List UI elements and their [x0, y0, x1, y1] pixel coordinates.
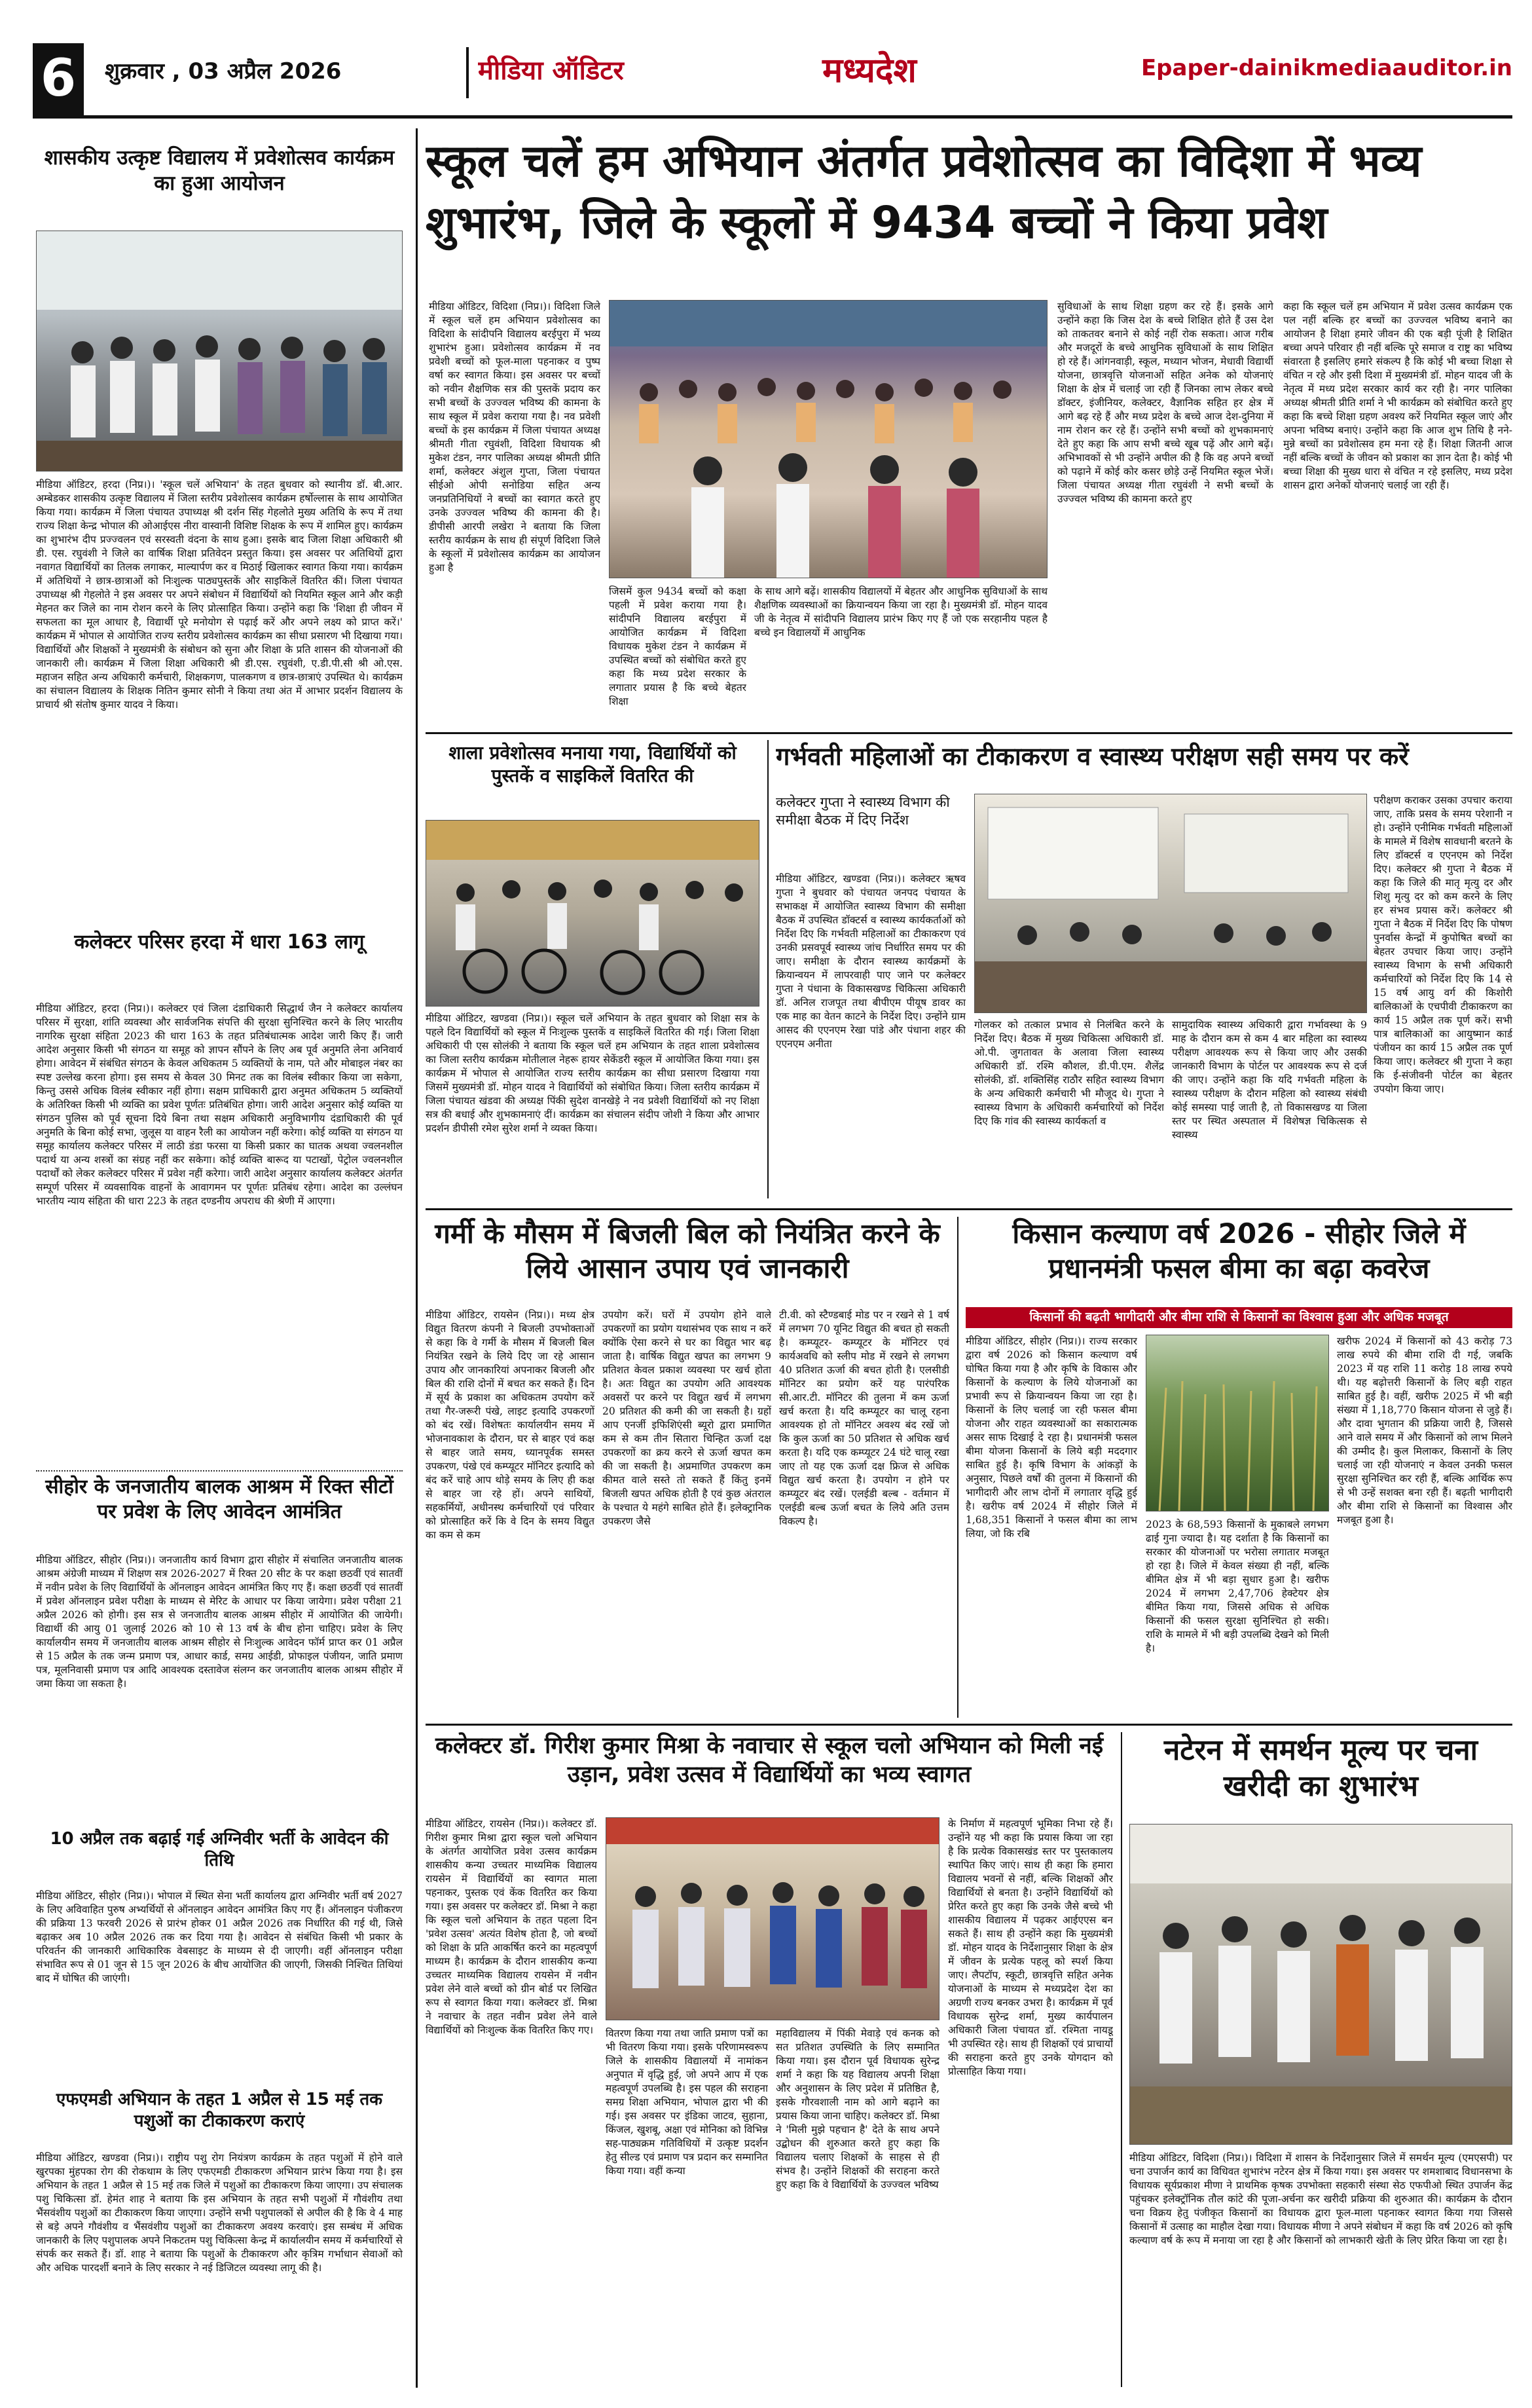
page-number: 6 — [33, 43, 84, 115]
lead-body-col4: सुविधाओं के साथ शिक्षा ग्रहण कर रहे हैं। इसके आगे उन्होंने कहा कि जिस देश के बच्चे शिक्षित होते हैं उस देश को ताकतवर बनाने से कोई नहीं रोक सकता। आज गरीब और मजदूरों के बच्चे आधुनिक सुविधाओं के साथ शिक्षित हो रहे हैं। आंगनवाड़ी, स्कूल, मध्यान भोजन, मेधावी विद्यार्थी योजना, छात्रवृत्ति योजनाओं सहित अनेक को योजनाएं शिक्षा के क्षेत्र में चलाई जा रही हैं जिनका लाभ लेकर बच्चे डॉक्टर, इंजीनियर, कलेक्टर, वैज्ञानिक सहित हर क्षेत्र में आगे बढ़ रहे हैं और मध्य प्रदेश के बच्चे आज देश-दुनिया में नाम रोशन कर रहे हैं। उन्होंने सभी बच्चों को शुभकामनाएं देते हुए कहा कि आप सभी बच्चे खूब पढ़ें और आगे बढ़ें। अभिभावकों से भी उन्होंने अपील की है कि वह अपने बच्चों को पढ़ाने में कोई कोर कसर छोड़े उन्हें नियमित स्कूल भेजें। जिला पंचायत अध्यक्ष गीता रघुवंशी ने सभी बच्चों के उज्ज्वल भविष्य की कामना करते हुए — [1057, 301, 1273, 505]
nawachar-body-col2: वितरण किया गया तथा जाति प्रमाण पत्रों का भी वितरण किया गया। इसके परिणामस्वरूप जिले के शासकीय विद्यालयों में नामांकन अनुपात में वृद्धि हुई, जो अपने आप में एक महत्वपूर्ण उपलब्धि है। इस पहल की सराहना समग्र शिक्षा अभियान, भोपाल द्वारा भी की गई। इस अवसर पर इंडिका जाटव, सुहाना, किंजल, खुशबू, अक्षा एवं मोनिका को विभिन्न सह-पाठ्यक्रम गतिविधियों में उत्कृष्ट प्रदर्शन हेतु सील्ड एवं प्रमाण पत्र प्रदान कर सम्मानित किया गया। वहीं कन्या — [606, 2028, 768, 2177]
nawachar-column-rule — [1121, 1732, 1122, 2387]
article-sehore-ashram-body: मीडिया ऑडिटर, सीहोर (निप्र।)। जनजातीय कार्य विभाग द्वारा सीहोर में संचालित जनजातीय बालक आश्रम अंग्रेजी माध्यम में शिक्षण सत्र 2026-2027 में रिक्त 20 सीट के पर कक्षा छठवीं एवं सातवीं में नवीन प्रवेश के लिए विद्यार्थियों के ऑनलाइन आवेदन आमंत्रित किए गए हैं। कक्षा छठवीं एवं सातवीं में प्रवेश ऑनलाइन प्रवेश परीक्षा के माध्यम से मेरिट के आधार पर किया जायेगा। प्रवेश परीक्षा 21 अप्रैल 2026 को होगी। इस सत्र से जनजातीय बालक आश्रम सीहोर में आयोजित की जायेगी। विद्यार्थी की आयु 01 जुलाई 2026 को 10 से 13 वर्ष के बीच होना चाहिए। प्रवेश के लिए कार्यालयीन समय में जनजातीय बालक आश्रम सीहोर से निःशुल्क आवेदन फॉर्म प्राप्त कर 01 अप्रैल से 15 अप्रैल के तक जन्म प्रमाण पत्र, आधार कार्ड, समग्र आईडी, प्रोफाइल पंजीयन, जाति प्रमाण पत्र, मूलनिवासी प्रमाण पत्र आदि आवश्यक दस्तावेज संलग्न कर जनजातीय बालक आश्रम सीहोर में जमा किया जा सकता है। — [36, 1554, 403, 1690]
column-divider — [36, 1470, 403, 1472]
masthead-divider — [466, 47, 469, 98]
lead-body-col5: कहा कि स्कूल चलें हम अभियान में प्रवेश उत्सव कार्यक्रम एक पल नहीं बल्कि हर बच्चों का उज्ज्वल भविष्य बनाने का आयोजन है शिक्षा हमारे जीवन की एक बड़ी पूंजी है शिक्षित बच्चा अपने परिवार ही नहीं बल्कि पूरे समाज व राष्ट्र का भविष्य संवारता है इसलिए हमारे संकल्प है कि कोई भी बच्चा शिक्षा से वंचित न रहे और इसी दिशा में मुख्यमंत्री डॉ. मोहन यादव जी के नेतृत्व में मध्य प्रदेश सरकार कार्य कर रही है। नगर पालिका अध्यक्ष श्रीमती प्रीति शर्मा ने भी कार्यक्रम को संबोधित करते हुए कहा कि बच्चे शिक्षा ग्रहण अवश्य करें नियमित स्कूल जाएं और अपना भविष्य बनाएं। उन्होंने कहा कि आज शुभ तिथि है नने-मुन्ने बच्चों का प्रवेशोत्सव हम मना रहे हैं। शिक्षा जितनी आज नहीं बल्कि बच्चों के जीवन को प्रकाश का ज्ञान देता है। कोई भी बच्चा शिक्षा की मुख्य धारा से वंचित न रहे इसलिए, मध्य प्रदेश शासन द्वारा अनेकों योजनाएं चलाई जा रही हैं। — [1283, 301, 1512, 491]
kisan-banner: किसानों की बढ़ती भागीदारी और बीमा राशि से किसानों का विश्वास हुआ और अधिक मजबूत — [966, 1307, 1512, 1328]
photo-hardah-ceremony — [36, 231, 403, 472]
section-rule-1 — [426, 732, 1512, 734]
headline-hardah-school: शासकीय उत्कृष्ट विद्यालय में प्रवेशोत्सव कार्यक्रम का हुआ आयोजन — [44, 146, 395, 195]
photo-vidisha-praveshotsav — [609, 300, 1048, 578]
garbhvati-body-col1: मीडिया ऑडिटर, खण्डवा (निप्र।)। कलेक्टर ऋषव गुप्ता ने बुधवार को पंचायत जनपद पंचायत के सभाकक्ष में आयोजित स्वास्थ्य विभाग की समीक्षा बैठक में उपस्थित डॉक्टर्स व स्वास्थ्य कार्यकर्ताओं को निर्देश दिए कि गर्भवती महिलाओं का टीकाकरण एवं उनकी प्रसवपूर्व स्वास्थ्य जांच निर्धारित समय पर की जाए। समीक्षा के दौरान स्वास्थ्य कार्यक्रमों के क्रियान्वयन में लापरवाही पाए जाने पर कलेक्टर गुप्ता ने पंधाना के विकासखण्ड चिकित्सा अधिकारी डॉ. अनिल राजपूत तथा बीपीएम पीयूष डावर का एक माह का वेतन काटने के निर्देश दिए। उन्होंने ग्राम आसद की एएनएम रेखा पांडे और पंधाना शहर की एएनएम अनीता — [776, 873, 966, 1050]
headline-fmd-vaccination: एफएमडी अभियान के तहत 1 अप्रैल से 15 मई तक पशुओं का टीकाकरण कराएं — [56, 2090, 383, 2131]
headline-nateran-chana: नटेरन में समर्थन मूल्य पर चना खरीदी का शुभारंभ — [1163, 1733, 1478, 1803]
photo-icon — [37, 231, 403, 472]
article-shala-body: मीडिया ऑडिटर, खण्डवा (निप्र।)। स्कूल चलें अभियान के तहत बुधवार को शिक्षा सत्र के पहले दिन विद्यार्थियों को स्कूल में निःशुल्क पुस्तकें व साइकिलें वितरित की गई। जिला शिक्षा अधिकारी पी एस सोलंकी ने बताया कि स्कूल चलें हम अभियान के तहत शाला प्रवेशोत्सव का जिला स्तरीय कार्यक्रम मोतीलाल नेहरू हायर सेकेंडरी स्कूल में आयोजित किया गया। इस कार्यक्रम में भोपाल से आयोजित राज्य स्तरीय कार्यक्रम का सीधा प्रसारण दिखाया गया जिसमें मुख्यमंत्री डॉ. मोहन यादव ने विद्यार्थियों को संबोधित किया। जिला स्तरीय कार्यक्रम में जिला पंचायत खंडवा की अध्यक्ष पिंकी सुदेश वानखेड़े ने नव प्रवेशी विद्यार्थियों को नए शिक्षा सत्र की बधाई और शुभकामनाएं दीं। कार्यक्रम का संचालन संदीप जोशी ने किया और आभार प्रदर्शन डीपीसी रमेश सुरेश शर्मा ने व्यक्त किया। — [426, 1012, 759, 1134]
headline-garbhvati: गर्भवती महिलाओं का टीकाकरण व स्वास्थ्य परीक्षण सही समय पर करें — [776, 742, 1409, 771]
lead-body-col1: मीडिया ऑडिटर, विदिशा (निप्र।)। विदिशा जिले में स्कूल चलें हम अभियान प्रवेशोत्सव का विदिशा के सांदीपनि विद्यालय बरईपुरा में भव्य शुभारंभ हुआ। प्रवेशोत्सव कार्यक्रम में नव प्रवेशी बच्चों को फूल-माला पहनाकर व पुष्प वर्षा कर स्वागत किया। इस अवसर पर बच्चों को नवीन शैक्षणिक सत्र की पुस्तकें प्रदाय कर सभी बच्चों के उज्ज्वल भविष्य की कामना के साथ स्कूल में प्रवेश कराया गया है। नव प्रवेशी बच्चों के इस कार्यक्रम में जिला पंचायत अध्यक्ष श्रीमती गीता रघुवंशी, विदिशा विधायक श्री मुकेश टंडन, नगर पालिका अध्यक्ष श्रीमती प्रीति शर्मा, कलेक्टर अंशुल गुप्ता, जिला पंचायत सीईओ ओपी सनोडिया सहित अन्य जनप्रतिनिधियों ने बच्चों का स्वागत करते हुए उनके उज्ज्वल भविष्य की कामना की है। डीपीसी आरपी लखेरा ने बताया कि जिला स्तरीय कार्यक्रम के साथ ही संपूर्ण विदिशा जिले के स्कूलों में प्रवेशोत्सव कार्यक्रम का आयोजन हुआ है — [429, 301, 600, 574]
kisan-body-col2: 2023 के 68,593 किसानों के मुकाबले लगभग ढाई गुना ज्यादा है। यह दर्शाता है कि किसानों का सरकार की योजनाओं पर भरोसा लगातार मजबूत हो रहा है। जिले में केवल संख्या ही नहीं, बल्कि बीमित क्षेत्र में भी बड़ा सुधार हुआ है। खरीफ 2024 में लगभग 2,47,706 हेक्टेयर क्षेत्र बीमित किया गया, जिससे अधिक से अधिक किसानों की फसल सुरक्षा सुनिश्चित हो सकी। राशि के मामले में भी बड़ी उपलब्धि देखने को मिली है। — [1146, 1519, 1329, 1654]
epaper-link[interactable]: Epaper-dainikmediaauditor.in — [1140, 55, 1512, 81]
garbhvati-body-col3: सामुदायिक स्वास्थ्य अधिकारी द्वारा गर्भावस्था के 9 माह के दौरान कम से कम 4 बार महिला का स्वास्थ्य परीक्षण आवश्यक रूप से किया जाए और उसकी जानकारी विभाग के पोर्टल पर आवश्यक रूप से दर्ज की जाए। उन्होंने कहा कि यदि गर्भवती महिला के स्वास्थ्य परीक्षण के दौरान महिला को स्वास्थ्य संबंधी कोई समस्या पाई जाती है, तो विकासखण्ड या जिला स्तर पर स्थित अस्पताल में विशेषज्ञ चिकित्सक से स्वास्थ्य — [1172, 1019, 1367, 1141]
shala-column-rule — [767, 740, 769, 1198]
kisan-body-col3: खरीफ 2024 में किसानों को 43 करोड़ 73 लाख रुपये की बीमा राशि दी गई, जबकि 2023 में यह राशि 11 करोड़ 18 लाख रुपये थी। यह बढ़ोत्तरी किसानों के लिए बड़ी राहत साबित हुई है। वहीं, खरीफ 2025 में भी बड़ी संख्या में 1,18,770 किसान योजना से जुड़े हैं। और दावा भुगतान की प्रक्रिया जारी है, जिससे आने वाले समय में और किसानों को लाभ मिलने की उम्मीद है। कुल मिलाकर, किसानों के लिए चलाई जा रही योजनाएं न केवल उनकी फसल सुरक्षा सुनिश्चित कर रही हैं, बल्कि आर्थिक रूप से भी उन्हें सशक्त बना रही हैं। बढ़ती भागीदारी और बीमा राशि से किसानों का विश्वास और मजबूत हुआ है। — [1337, 1335, 1512, 1526]
photo-icon — [610, 301, 1048, 578]
section-rule-2 — [426, 1208, 1512, 1210]
garmi-body-col2: उपयोग करें। घरों में उपयोग होने वाले उपकरणों का प्रयोग यथासंभव एक साथ न करें क्योंकि ऐसा करने से घर का विद्युत भार बढ़ जाता है। वार्षिक विद्युत खपत का लगभग 9 प्रतिशत केवल प्रकाश व्यवस्था पर खर्च होता है। अतः विद्युत का उपयोग अति आवश्यक अवसरों पर करने पर विद्युत खर्च में लगभग 20 प्रतिशत की कमी की जा सकती है। ग्रहों आप एनर्जी इफिशिएंसी ब्यूरो द्वारा प्रमाणित कम से कम तीन सितारा चिन्हित ऊर्जा दक्ष उपकरणों का क्रय करने से ऊर्जा खपत कम की जा सकती है। अप्रमाणित उपकरण कम कीमत वाले सस्ते तो सकते हैं किंतु इनमें बिजली खपत अधिक होती है एवं कुछ अंतराल के पश्चात ये महंगे साबित होते हैं। इलेक्ट्रानिक उपकरण जैसे — [602, 1309, 771, 1527]
garmi-body-col3: टी.वी. को स्टैण्डबाई मोड पर न रखने से 1 वर्ष में लगभग 70 यूनिट विद्युत की बचत हो सकती है। कम्प्यूटर- कम्प्यूटर के मॉनिटर एवं कार्यअवधि को स्लीप मोड में रखने से लगभग 40 प्रतिशत ऊर्जा की बचत होती है। एलसीडी मॉनिटर का प्रयोग करें यह पारंपरिक सी.आर.टी. मॉनिटर की तुलना में कम ऊर्जा खर्च करता है। यदि कम्प्यूटर का चालू रहना आवश्यक हो तो मॉनिटर अवश्य बंद रखें जो कि कुल ऊर्जा का 50 प्रतिशत से अधिक खर्च करता है। यदि एक कम्प्यूटर 24 घंटे चालू रखा जाए तो यह एक ऊर्जा दक्ष फ्रिज से अधिक विद्युत खर्च करता है। उपयोग न होने पर कम्प्यूटर बंद रखें। एलईडी बल्ब - वर्तमान में एलईडी बल्ब ऊर्जा बचत के लिये अति उत्तम विकल्प है। — [779, 1309, 949, 1527]
photo-icon — [1146, 1335, 1329, 1511]
photo-icon — [1130, 1825, 1512, 2145]
newspaper-brand: मीडिया ऑडिटर — [478, 56, 624, 86]
nawachar-body-col1: मीडिया ऑडिटर, रायसेन (निप्र।)। कलेक्टर डॉ. गिरीश कुमार मिश्रा द्वारा स्कूल चलो अभियान के अंतर्गत आयोजित प्रवेश उत्सव कार्यक्रम शासकीय कन्या उच्चतर माध्यमिक विद्यालय रायसेन में विद्यार्थियों का स्वागत माला पहनाकर, पुस्तक एवं केंक वितरित कर किया गया। इस अवसर पर कलेक्टर डॉ. मिश्रा ने कहा कि स्कूल चलो अभियान के तहत पहला दिन 'प्रवेश उत्सव' अत्यंत विशेष होता है, जो बच्चों को शिक्षा के प्रति आकर्षित करने का महत्वपूर्ण माध्यम है। कार्यक्रम के दौरान शासकीय कन्या उच्चतर माध्यमिक विद्यालय रायसेन में नवीन प्रवेश लेने वाले बच्चों को ग्रीन बोर्ड पर लिखित रूप से स्वागत किया गया। कलेक्टर डॉ. मिश्रा ने नवाचार के तहत नवीन प्रवेश लेने वाले विद्यार्थियों को निःशुल्क केंक वितरित किए गए। — [426, 1818, 597, 2036]
photo-khandwa-cycles — [426, 820, 759, 1007]
lead-headline: स्कूल चलें हम अभियान अंतर्गत प्रवेशोत्सव का विदिशा में भव्य शुभारंभ, जिले के स्कूलों में 9434 बच्चों ने किया प्रवेश — [426, 136, 1422, 249]
garmi-body-col1: मीडिया ऑडिटर, रायसेन (निप्र।)। मध्य क्षेत्र विद्युत वितरण कंपनी ने बिजली उपभोक्ताओं से कहा कि वे गर्मी के मौसम में बिजली बिल नियंत्रित रखने के लिये दिए जा रहे आसान उपाय और जानकारियां अपनाकर बिजली और बिल की राशि दोनों में बचत कर सकते हैं। दिन में सूर्य के प्रकाश का अधिकतम उपयोग करें तथा गैर-जरूरी पंखे, लाइट इत्यादि उपकरणों को बंद रखें। विशेषतः कार्यालयीन समय में भोजनावकाश के दौरान, घर से बाहर एवं कक्ष से बाहर जाते समय, ध्यानपूर्वक समस्त उपकरण, पंखे एवं कम्प्यूटर मॉनिटर इत्यादि को बंद करें चाहे आप थोड़े समय के लिए ही कक्ष से बाहर जा रहे हों। अपने साथियों, सहकर्मियों, अधीनस्थ कर्मचारियों एवं परिवार को प्रोत्साहित करें कि वे दिन के समय विद्युत का कम से कम — [426, 1309, 594, 1541]
article-fmd-vaccination-body: मीडिया ऑडिटर, खण्डवा (निप्र।)। राष्ट्रीय पशु रोग नियंत्रण कार्यक्रम के तहत पशुओं में होने वाले खुरपका मुंहपका रोग की रोकथाम के लिए एफएमडी टीकाकरण अभियान प्रारंभ किया गया है। इस अभियान के तहत 1 अप्रैल से 15 मई तक जिले में पशुओं का टीकाकरण किया जाएगा। उप संचालक पशु चिकित्सा डॉ. हेमंत शाह ने बताया कि इस अभियान के तहत सभी पशुओं में गौवंशीय तथा भैंसवंशीय पशुओं का टीकाकरण किया जाएगा। उन्होंने सभी पशुपालकों से अपील की है कि वे 4 माह से बड़े अपने गौवंशीय व भैंसवंशीय पशुओं का टीकाकरण अवश्य करवाएं। इस सम्बंध में अधिक जानकारी के लिए पशुपालक अपने निकटतम पशु चिकित्सा केन्द्र में कार्यालयीन समय में कर्मचारियों से संपर्क कर सकते हैं। डॉ. शाह ने बताया कि पशुओं के टीकाकरण और कृत्रिम गर्भाधान सेवाओं को और अधिक पारदर्शी बनाने के लिए सरकार ने नई डिजिटल व्यवस्था लागू की है। — [36, 2152, 403, 2274]
headline-kisan-kalyan: किसान कल्याण वर्ष 2026 - सीहोर जिले में प्रधानमंत्री फसल बीमा का बढ़ा कवरेज — [1012, 1217, 1466, 1284]
headline-garmi-bijli: गर्मी के मौसम में बिजली बिल को नियंत्रित करने के लिये आसान उपाय एवं जानकारी — [435, 1217, 940, 1284]
headline-shala-praveshotsav: शाला प्रवेशोत्सव मनाया गया, विद्यार्थियों को पुस्तकें व साइकिलें वितरित की — [448, 742, 737, 787]
nawachar-body-col3: महाविद्यालय में पिंकी मेवाड़े एवं कनक को सत प्रतिशत उपस्थिति के लिए सम्मानित किया गया। इस दौरान पूर्व विधायक सुरेन्द्र शर्मा ने कहा कि यह विद्यालय अपनी शिक्षा और अनुशासन के लिए प्रदेश में प्रतिष्ठित है, इसके गौरवशाली नाम को आगे बढ़ाने का प्रयास किया जाना चाहिए। कलेक्टर डॉ. मिश्रा ने 'मिली मुझे पहचान है' देते के साथ अपने उद्बोधन की शुरुआत करते हुए कहा कि विद्यालय चलाए शिक्षकों के साहस से ही संभव है। उन्होंने शिक्षकों की सराहना करते हुए कहा कि वे विद्यार्थियों के उज्ज्वल भविष्य — [776, 2028, 939, 2191]
section-title: मध्यदेश — [822, 51, 917, 90]
headline-agniveer: 10 अप्रैल तक बढ़ाई गई अग्निवीर भर्ती के आवेदन की तिथि — [50, 1829, 389, 1870]
article-agniveer-body: मीडिया ऑडिटर, सीहोर (निप्र।)। भोपाल में स्थित सेना भर्ती कार्यालय द्वारा अग्निवीर भर्ती वर्ष 2027 के लिए अविवाहित पुरुष अभ्यर्थियों से ऑनलाइन आवेदन आमंत्रित किए गए हैं। ऑनलाइन पंजीकरण की प्रक्रिया 13 फरवरी 2026 से प्रारंभ होकर 01 अप्रैल 2026 तक निर्धारित की गई थी, जिसे बढ़ाकर अब 10 अप्रैल 2026 तक कर दिया गया है। आवेदन से संबंधित किसी भी प्रकार के परिवर्तन की जानकारी आधिकारिक वेबसाइट के माध्यम से दी जाएगी। वहीं ऑनलाइन परीक्षा संभावित रूप से 01 जून से 15 जून 2026 के बीच आयोजित की जाएगी, जिसकी निश्चित तिथियां बाद में घोषित की जाएंगी। — [36, 1890, 403, 1984]
photo-wheat-field — [1146, 1335, 1329, 1511]
article-section-163-body: मीडिया ऑडिटर, हरदा (निप्र।)। कलेक्टर एवं जिला दंडाधिकारी सिद्धार्थ जैन ने कलेक्टर कार्यालय परिसर में सुरक्षा, शांति व्यवस्था और सार्वजनिक संपत्ति की सुरक्षा सुनिश्चित करने के लिए भारतीय नागरिक सुरक्षा संहिता 2023 की धारा 163 के तहत प्रतिबंधात्मक आदेश जारी किए हैं। जारी आदेश अनुसार किसी भी संगठन या समूह को ज्ञापन सौंपने के लिए अब पूर्व अनुमति लेना अनिवार्य होगा। आवेदन में संबंधित संगठन के केवल अधिकतम 5 व्यक्तियों के नाम, पते और मोबाइल नंबर का स्पष्ट उल्लेख करना होगा। इस समय से केवल 30 मिनट तक का विलंब स्वीकार किया जा सकेगा, किन्तु उससे अधिक विलंब स्वीकार नहीं होगा। सक्षम प्राधिकारी द्वारा अनुमत अधिकतम 5 व्यक्तियों के अतिरिक्त किसी भी व्यक्ति का प्रवेश पूर्णतः प्रतिबंधित होगा। जारी आदेश अनुसार कोई व्यक्ति या संगठन पुलिस को पूर्व सूचना दिये बिना तथा सक्षम अधिकारी अनुविभागीय दंडाधिकारी की पूर्व अनुमति के बिना कोई सभा, जुलूस या वाहन रैली का आयोजन नहीं करेगा। कोई व्यक्ति या संगठन या समूह कार्यालय कलेक्टर परिसर में लाठी डंडा फरसा या किसी प्रकार का घातक अथवा ज्वलनशील पदार्थ या अन्य शस्त्रों का संग्रह नहीं कर सकेगा। कोई व्यक्ति बारूद या पटाखों, पेट्रोल ज्वलनशील पदार्थों को लेकर कलेक्टर परिसर में प्रवेश नहीं करेगा। जारी आदेश अनुसार कार्यालय कलेक्टर अंतर्गत सम्पूर्ण परिसर में व्यवसायिक वाहनों के आवागमन पर पूर्णतः प्रतिबंध रहेगा। आदेश का उल्लंघन भारतीय न्याय संहिता की धारा 223 के तहत दण्डनीय अपराध की श्रेणी में आएगा। — [36, 1003, 403, 1207]
article-nateran-body: मीडिया ऑडिटर, विदिशा (निप्र।)। विदिशा में शासन के निर्देशानुसार जिले में समर्थन मूल्य (एमएसपी) पर चना उपार्जन कार्य का विधिवत शुभारंभ नटेरन क्षेत्र में किया गया। इस अवसर पर शमशाबाद विधानसभा के विधायक सूर्यप्रकाश मीणा ने प्राथमिक कृषक उपभोक्ता सहकारी संस्था सेठ एफपीओ स्थित उपार्जन केंद्र पहुंचकर इलेक्ट्रॉनिक तौल कांटे की पूजा-अर्चना कर खरीदी प्रक्रिया की शुरुआत की। कार्यक्रम के दौरान चना विक्रय हेतु पंजीकृत किसानों का विधायक द्वारा फूल-माला पहनाकर स्वागत किया गया जिससे किसानों में उत्साह का माहौल देखा गया। विधायक मीणा ने अपने संबोधन में कहा कि वर्ष 2026 को कृषि कल्याण वर्ष के रूप में मनाया जा रहा है और किसानों को लाभकारी खेती के लिए प्रेरित किया जा रहा है। — [1129, 2152, 1512, 2246]
nawachar-body-col4: के निर्माण में महत्वपूर्ण भूमिका निभा रहे हैं। उन्होंने यह भी कहा कि प्रयास किया जा रहा है कि प्रत्येक विकासखंड स्तर पर पुस्तकालय स्थापित किए जाएं। साथ ही कहा कि हमारा विद्यालय भवनों से नहीं, बल्कि शिक्षकों और विद्यार्थियों से बनता है। उन्होंने विद्यार्थियों को प्रेरित करते हुए कहा कि उनके जैसे बच्चे भी शासकीय विद्यालय में पढ़कर आईएएस बन सकते हैं। साथ ही उन्होंने कहा कि मुख्यमंत्री डॉ. मोहन यादव के निर्देशानुसार शिक्षा के क्षेत्र में जीवन के प्रत्येक पहलू को स्पर्श किया जाए। लैपटॉप, स्कूटी, छात्रवृत्ति सहित अनेक योजनाओं के माध्यम से मध्यप्रदेश देश का अग्रणी राज्य बनकर उभरा है। कार्यक्रम में पूर्व विधायक सुरेन्द्र शर्मा, मुख्य कार्यपालन अधिकारी जिला पंचायत डॉ. रश्मिता नायडू भी उपस्थित रहे। साथ ही शिक्षकों एवं प्राचार्यों की सराहना करते हुए उनके योगदान को प्रोत्साहित किया गया। — [948, 1818, 1113, 2077]
kisan-body-col1: मीडिया ऑडिटर, सीहोर (निप्र।)। राज्य सरकार द्वारा वर्ष 2026 को किसान कल्याण वर्ष घोषित किया गया है और कृषि के विकास और किसानों के कल्याण के लिये योजनाओं का प्रभावी रूप से क्रियान्वयन किया जा रहा है। किसानों के लिए चलाई जा रही फसल बीमा योजना और राहत व्यवस्थाओं का सकारात्मक असर साफ दिखाई दे रहा है। प्रधानमंत्री फसल बीमा योजना किसानों के लिये बड़ी मददगार साबित हुई है। कृषि विभाग के आंकड़ों के अनुसार, पिछले वर्षों की तुलना में किसानों की भागीदारी और लाभ दोनों में लगातार वृद्धि हुई है। खरीफ वर्ष 2024 में सीहोर जिले में 1,68,351 किसानों ने फसल बीमा का लाभ लिया, जो कि रबि — [966, 1335, 1137, 1540]
masthead-rule — [33, 115, 1512, 119]
article-hardah-school-body: मीडिया ऑडिटर, हरदा (निप्र।)। 'स्कूल चलें अभियान' के तहत बुधवार को स्थानीय डॉ. बी.आर. अम्बेडकर शासकीय उत्कृष्ट विद्यालय में जिला स्तरीय प्रवेशोत्सव कार्यक्रम हर्षोल्लास के साथ आयोजित किया गया। कार्यक्रम में जिला पंचायत उपाध्यक्ष श्री दर्शन सिंह गेहलोते मुख्य अतिथि के रूप में तथा राज्य शिक्षा केन्द्र भोपाल की ओआईएस नीरा वास्वानी विशिष्ट शिक्षक के रूप में शामिल हुए। कार्यक्रम का शुभारंभ दीप प्रज्ज्वलन एवं सरस्वती वंदना के साथ हुआ। इसके बाद जिला शिक्षा अधिकारी श्री डी. एस. रघुवंशी ने जिले का वार्षिक शिक्षा प्रतिवेदन प्रस्तुत किया। इस अवसर पर अतिथियों द्वारा नवागत विद्यार्थियों का तिलक लगाकर, माल्यार्पण कर व मिठाई खिलाकर स्वागत किया गया। कार्यक्रम में अतिथियों ने छात्र-छात्राओं को निःशुल्क पाठ्यपुस्तकें और साइकिलें वितरित कीं। जिला पंचायत उपाध्यक्ष श्री गेहलोते ने इस अवसर पर अपने संबोधन में विद्यार्थियों को नियमित स्कूल आने और कड़ी मेहनत कर जिले का नाम रोशन करने के लिए प्रोत्साहित किया। उन्होंने कहा कि 'शिक्षा ही जीवन में सफलता का मूल आधार है, विद्यार्थी पूरे मनोयोग से पढ़ाई करें और अपने लक्ष्य को प्राप्त करें।' कार्यक्रम में भोपाल से आयोजित राज्य स्तरीय प्रवेशोत्सव कार्यक्रम का सीधा प्रसारण भी दिखाया गया। विद्यार्थियों और शिक्षकों ने मुख्यमंत्री के संबोधन को सुना और शिक्षा के प्रति शासन की योजनाओं की जानकारी ली। कार्यक्रम में जिला शिक्षा अधिकारी श्री डी.एस. रघुवंशी, ए.डी.पी.सी श्री ओ.एस. महाजन सहित अन्य अधिकारी कर्मचारी, शिक्षकगण, पालकगण व छात्र-छात्राएं उपस्थित थे। कार्यक्रम का संचालन विद्यालय के शिक्षक नितिन कुमार सोनी ने किया तथा अंत में आभार प्रदर्शन विद्यालय के प्राचार्य श्री संतोष कुमार यादव ने किया। — [36, 479, 403, 711]
photo-icon — [426, 821, 759, 1007]
headline-section-163: कलेक्टर परिसर हरदा में धारा 163 लागू — [74, 931, 365, 954]
garbhvati-body-col4: परीक्षण कराकर उसका उपचार कराया जाए, ताकि प्रसव के समय परेशानी न हो। उन्होंने एनीमिक गर्भवती महिलाओं के मामले में विशेष सावधानी बरतने के लिए डॉक्टर्स व एएनएम को निर्देश दिए। कलेक्टर श्री गुप्ता ने बैठक में कहा कि जिले की मातृ मृत्यु दर और शिशु मृत्यु दर को कम करने के लिए हर संभव प्रयास करें। कलेक्टर श्री गुप्ता ने बैठक में निर्देश दिए कि पोषण पुनर्वास केन्द्रों में कुपोषित बच्चों का बेहतर उपचार किया जाए। उन्होंने स्वास्थ्य विभाग के सभी अधिकारी कर्मचारियों को निर्देश दिए कि 14 से 15 वर्ष आयु वर्ग की किशोरी बालिकाओं के एचपीवी टीकाकरण का कार्य 15 अप्रैल तक पूर्ण करें। सभी पात्र बालिकाओं का आयुष्मान कार्ड पंजीयन का कार्य 15 अप्रैल तक पूर्ण किया जाए। कलेक्टर श्री गुप्ता ने कहा कि ई-संजीवनी पोर्टल का बेहतर उपयोग किया जाए। — [1374, 794, 1512, 1095]
photo-health-meeting — [974, 794, 1367, 1013]
left-column-rule — [416, 128, 418, 2388]
garmi-column-rule — [957, 1217, 958, 1718]
garbhvati-body-col2: गोलकर को तत्काल प्रभाव से निलंबित करने के निर्देश दिए। बैठक में मुख्य चिकित्सा अधिकारी डॉ. ओ.पी. जुगतावत के अलावा जिला स्वास्थ्य अधिकारी डॉ. रश्मि कौशल, डी.पी.एम. शैलेंद्र सोलंकी, डॉ. शक्तिसिंह राठौर सहित स्वास्थ्य विभाग के अन्य अधिकारी कर्मचारी भी मौजूद थे। गुप्ता ने स्वास्थ्य विभाग के अधिकारी कर्मचारियों को निर्देश दिए कि गांव की स्वास्थ्य कार्यकर्ता व — [974, 1019, 1164, 1127]
garbhvati-kicker: कलेक्टर गुप्ता ने स्वास्थ्य विभाग की समीक्षा बैठक में दिए निर्देश — [776, 794, 950, 828]
headline-sehore-ashram: सीहोर के जनजातीय बालक आश्रम में रिक्त सीटों पर प्रवेश के लिए आवेदन आमंत्रित — [45, 1475, 393, 1523]
photo-icon — [975, 794, 1367, 1013]
issue-date: शुक्रवार , 03 अप्रैल 2026 — [105, 58, 342, 84]
photo-nateran-procurement — [1129, 1824, 1512, 2145]
photo-raisen-students — [606, 1817, 939, 2020]
lead-body-col3: के साथ आगे बढ़ें। शासकीय विद्यालयों में बेहतर और आधुनिक सुविधाओं के साथ शैक्षणिक व्यवस्थाओं का क्रियान्वयन किया जा रहा है। मुख्यमंत्री डॉ. मोहन यादव जी के नेतृत्व में सांदीपनि विद्यालय प्रारंभ किए गए हैं जो एक सरहानीय पहल है बच्चे इन विद्यालयों में आधुनिक — [754, 585, 1048, 639]
headline-raisen-navachar: कलेक्टर डॉ. गिरीश कुमार मिश्रा के नवाचार से स्कूल चलो अभियान को मिली नई उड़ान, प्रवेश उत्सव में विद्यार्थियों का भव्य स्वागत — [435, 1733, 1103, 1788]
photo-icon — [606, 1818, 939, 2020]
lead-body-col2: जिसमें कुल 9434 बच्चों को कक्षा पहली में प्रवेश कराया गया है। सांदीपनि विद्यालय बरईपुरा में आयोजित कार्यक्रम में विदिशा विधायक मुकेश टंडन ने कार्यक्रम में उपस्थित बच्चों को संबोधित करते हुए कहा कि मध्य प्रदेश सरकार के लगातार प्रयास है कि बच्चे बेहतर शिक्षा — [609, 585, 746, 707]
section-rule-3 — [426, 1724, 1512, 1726]
